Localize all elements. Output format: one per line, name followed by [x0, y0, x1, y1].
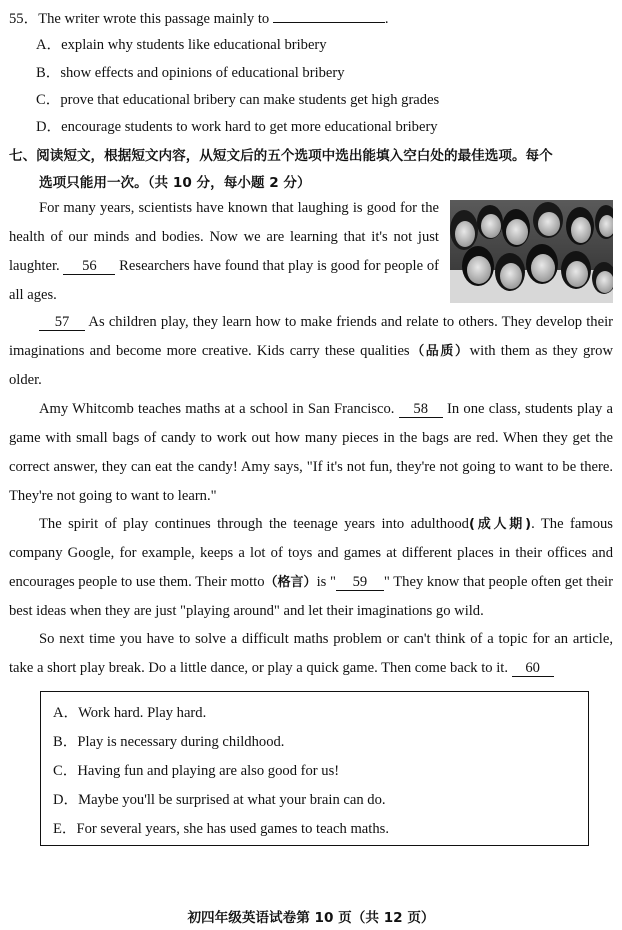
question-55-period: .	[384, 11, 389, 27]
passage-paragraph-1: For many years, scientists have known that laughing is good for the health of our minds and bodies. Now we are learning that it's not just laughter. 56 Researchers have found that play is good for people of all ages.	[9, 200, 439, 303]
option-55-b: B．show effects and opinions of educational bribery	[36, 65, 345, 81]
answer-blank-55	[273, 8, 385, 23]
choice-a: A．Work hard. Play hard.	[53, 705, 207, 721]
answer-blank-60: 60	[512, 660, 554, 677]
section-instruction-line1: 七、阅读短文，根据短文内容，从短文后的五个选项中选出能填入空白处的最佳选项。每个	[9, 148, 553, 164]
answer-blank-57: 57	[39, 314, 85, 331]
option-55-c: C．prove that educational bribery can make students get high grades	[36, 92, 440, 108]
chinese-gloss-adulthood: (成人期)	[468, 517, 532, 532]
passage-paragraph-5: So next time you have to solve a difficult maths problem or can't think of a topic for an article, take a short play break. Do a little dance, or play a quick game. Then come back to it. 60	[9, 631, 613, 676]
passage-paragraph-3: Amy Whitcomb teaches maths at a school in San Francisco. 58 In one class, students play a game with small bags of candy to work out how many pieces in the bags are red. When they get the correct answer, they can eat the candy! Amy says, "If it's not fun, they're not going to want to be there. They're not going to want to learn."	[9, 401, 613, 504]
choice-e: E．For several years, she has used games to teach maths.	[53, 821, 389, 837]
answer-blank-59: 59	[336, 574, 384, 591]
answer-blank-56: 56	[63, 258, 115, 275]
laughing-students-photo	[450, 200, 613, 303]
option-55-a: A．explain why students like educational bribery	[36, 37, 327, 53]
choice-c: C．Having fun and playing are also good for us!	[53, 763, 340, 779]
chinese-gloss-qualities: （品质）	[409, 344, 470, 359]
answer-blank-58: 58	[399, 401, 443, 418]
option-55-d: D．encourage students to work hard to get more educational bribery	[36, 119, 438, 135]
photo-illustration	[450, 200, 613, 303]
chinese-gloss-motto: （格言）	[264, 575, 317, 590]
choice-d: D．Maybe you'll be surprised at what your brain can do.	[53, 792, 386, 808]
choice-b: B．Play is necessary during childhood.	[53, 734, 285, 750]
page-footer: 初四年级英语试卷第 10 页（共 12 页）	[187, 910, 435, 926]
passage-paragraph-2: 57 As children play, they learn how to make friends and relate to others. They develop their imaginations and become more creative. Kids carry these qualities（品质）with them as they grow older.	[9, 314, 614, 388]
answer-options-box	[40, 691, 589, 846]
question-55-stem	[9, 8, 389, 29]
section-instruction-line2: 选项只能用一次。（共 10 分，每小题 2 分）	[39, 175, 311, 191]
passage-paragraph-4: The spirit of play continues through the teenage years into adulthood(成人期). The famous company Google, for example, keeps a lot of toys and games at different places in their offices and encourages people to use them. Their motto（格言）is " 59 " They know that people often get their best ideas when they are just "playing around" and let their imaginations go wild.	[9, 516, 613, 619]
question-55-text: 55．The writer wrote this passage mainly to	[9, 11, 270, 27]
